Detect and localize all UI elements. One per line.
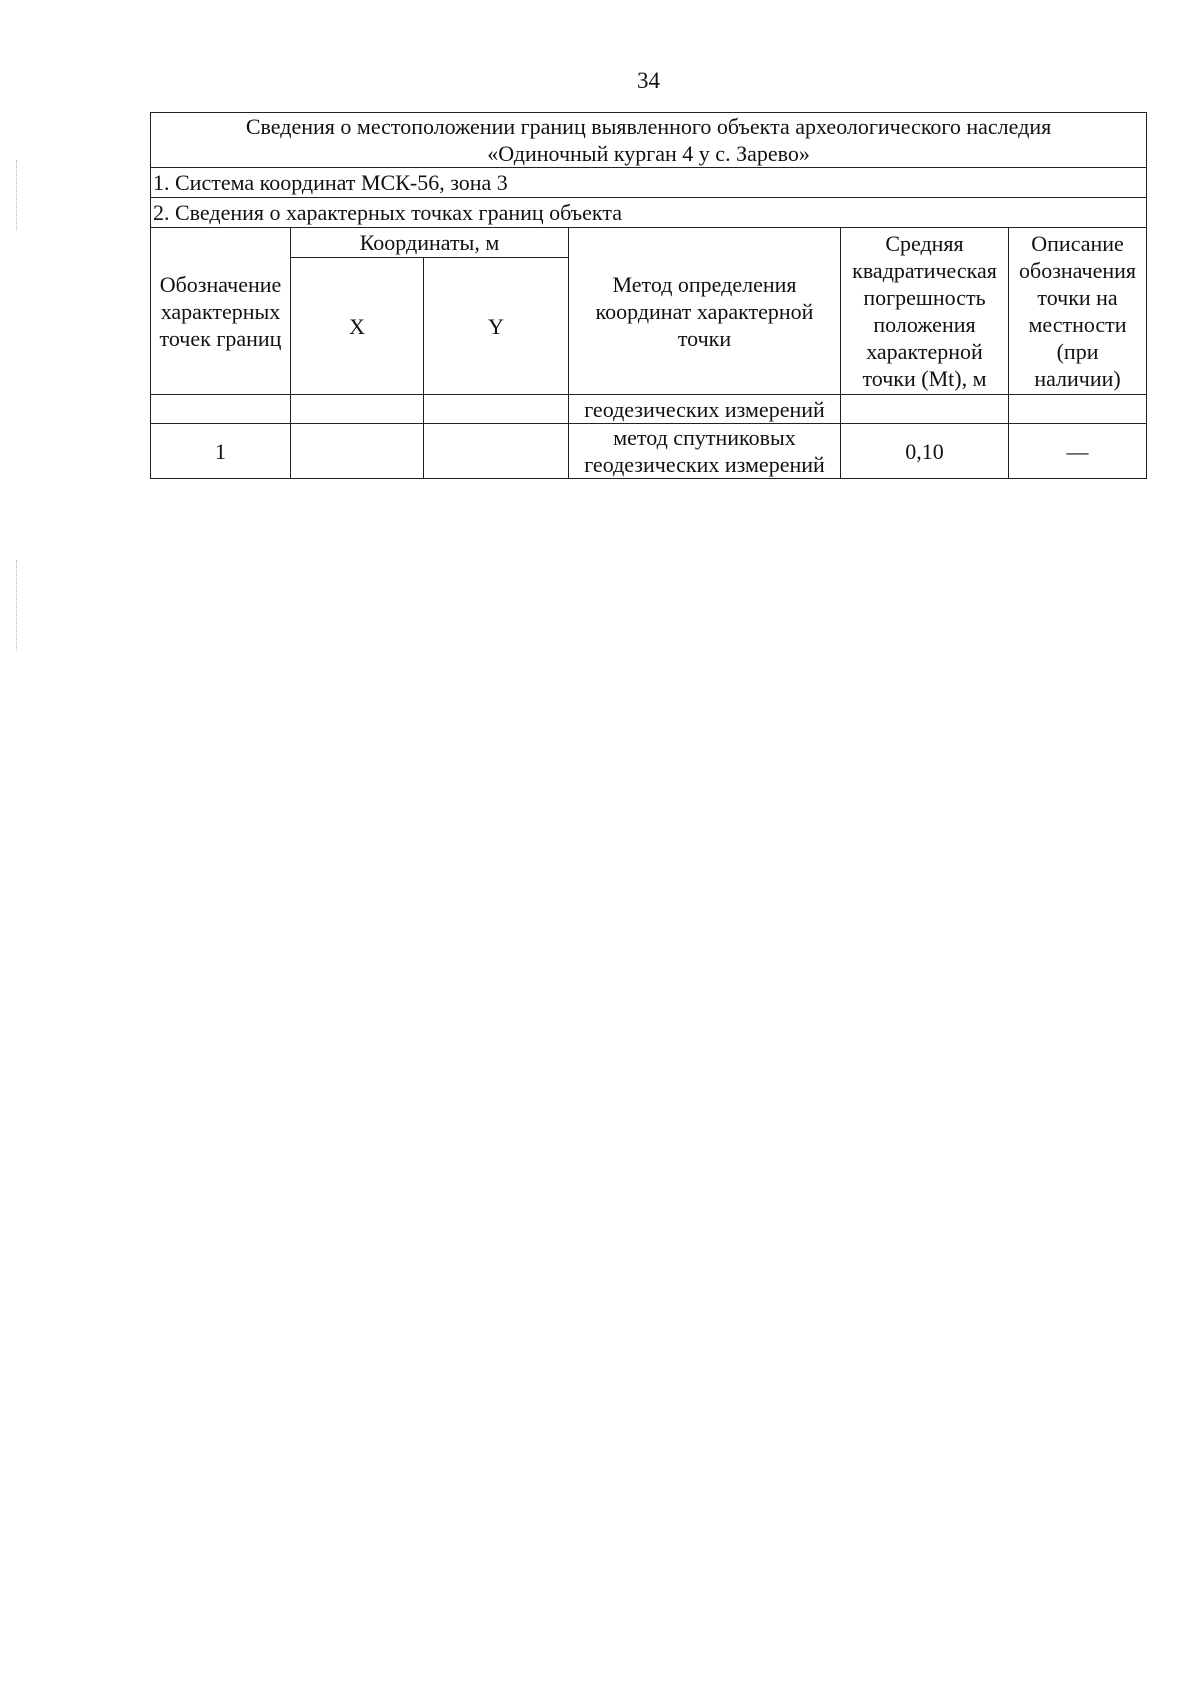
cell-accuracy	[841, 395, 1009, 424]
points-section-row	[151, 198, 1147, 228]
table-title	[151, 113, 1147, 168]
page-number: 34	[637, 68, 660, 93]
cell-description: —	[1009, 424, 1147, 479]
cell-point: 1	[151, 424, 291, 479]
table-title-line-2: «Одиночный курган 4 у с. Зарево»	[487, 141, 810, 166]
coord-system-row	[151, 168, 1147, 198]
header-description: Описание обозначения точки на местности (при наличии)	[1009, 228, 1147, 395]
header-point-designation: Обозначение характерных точек границ	[151, 228, 291, 395]
header-x: X	[291, 258, 424, 395]
title-row	[151, 113, 1147, 168]
header-method: Метод определения координат характерной точки	[569, 228, 841, 395]
cell-description	[1009, 395, 1147, 424]
cell-x	[291, 424, 424, 479]
cell-method: метод спутниковых геодезических измерений	[569, 424, 841, 479]
cell-y	[424, 424, 569, 479]
table-row	[151, 424, 1147, 479]
margin-scan-marks-top	[16, 160, 19, 230]
table-title-line-1: Сведения о местоположении границ выявленного объекта археологического наследия	[245, 114, 1052, 139]
margin-scan-marks-bottom	[16, 560, 19, 650]
boundary-coordinates-table-container	[150, 112, 1146, 479]
cell-x	[291, 395, 424, 424]
cell-accuracy: 0,10	[841, 424, 1009, 479]
header-accuracy: Средняя квадратическая погрешность положения характерной точки (Mt), м	[841, 228, 1009, 395]
header-y: Y	[424, 258, 569, 395]
points-section-title: 2. Сведения о характерных точках границ объекта	[151, 198, 1147, 228]
header-row-1	[151, 228, 1147, 258]
coord-system: 1. Система координат МСК-56, зона 3	[151, 168, 1147, 198]
table-row-continuation	[151, 395, 1147, 424]
cell-point	[151, 395, 291, 424]
header-coordinates: Координаты, м	[291, 228, 569, 258]
cell-y	[424, 395, 569, 424]
cell-method: геодезических измерений	[569, 395, 841, 424]
boundary-coordinates-table	[150, 112, 1147, 479]
